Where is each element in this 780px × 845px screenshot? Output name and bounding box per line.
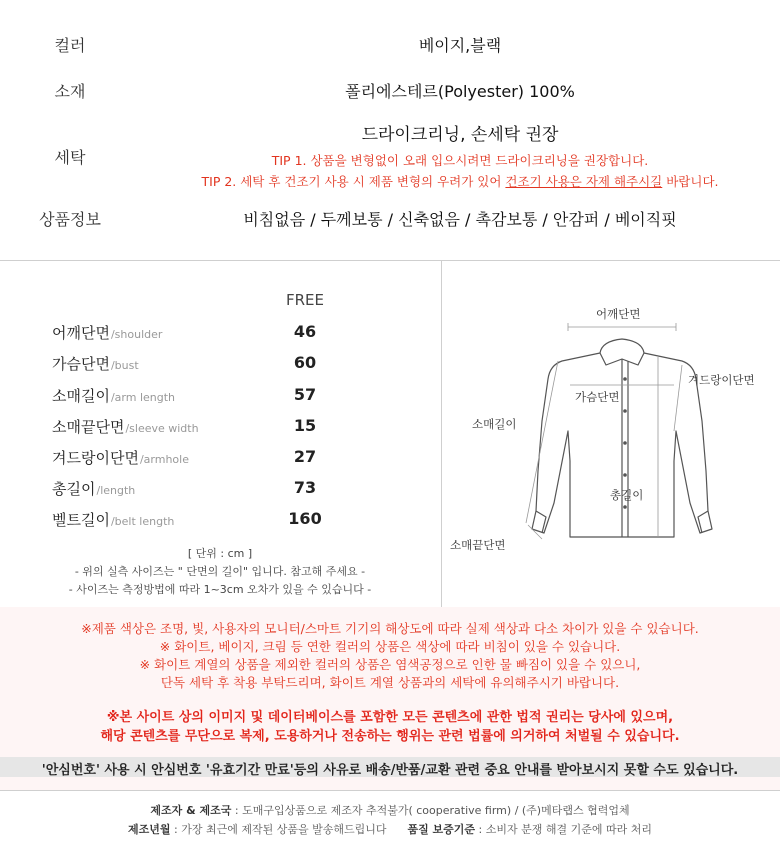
diagram-label-bust: 가슴단면 (575, 390, 620, 404)
info-value-details: 비침없음 / 두께보통 / 신축없음 / 촉감보통 / 안감퍼 / 베이직핏 (243, 210, 677, 229)
footer-divider (0, 790, 780, 791)
size-label-en: /shoulder (110, 328, 163, 341)
size-label-en: /belt length (110, 515, 175, 528)
size-value: 57 (293, 385, 317, 404)
size-label (52, 416, 199, 437)
size-row (0, 478, 440, 502)
diagram-label-armhole: 겨드랑이단면 (688, 373, 755, 387)
size-value: 27 (293, 447, 317, 466)
size-label (52, 353, 139, 374)
size-label-en: /length (96, 484, 136, 497)
footer-date-value: : 가장 최근에 제작된 상품을 발송해드립니다 (174, 823, 387, 836)
size-header-free: FREE (285, 291, 324, 309)
size-row (0, 447, 440, 471)
size-label-ko: 소매길이 (52, 387, 110, 405)
footer-maker-label: 제조자 & 제조국 (150, 804, 232, 817)
size-label (52, 478, 135, 499)
safe-number-notice: '안심번호' 사용 시 안심번호 '유효기간 만료'등의 사유로 배송/반품/교환 관련 중요 안내를 받아보시지 못할 수도 있습니다. (41, 763, 739, 778)
footer-date-quality (0, 821, 780, 837)
size-row (0, 385, 440, 409)
warning-line: 단독 세탁 후 착용 부탁드리며, 화이트 계열 상품과의 세탁에 유의해주시기 바랍니다. (160, 675, 620, 690)
size-row (0, 322, 440, 346)
legal-notice-line: 해당 콘텐츠를 무단으로 복제, 도용하거나 전송하는 행위는 관련 법률에 의거하여 처벌될 수 있습니다. (100, 729, 680, 744)
info-value-color: 베이지,블랙 (418, 36, 502, 55)
size-value: 15 (293, 416, 317, 435)
size-value: 46 (293, 322, 317, 341)
size-label (52, 385, 175, 406)
size-label-ko: 벨트길이 (52, 511, 110, 529)
wash-tip-2-underlined: 건조기 사용은 자제 해주시길 (505, 174, 663, 189)
size-label (52, 447, 189, 468)
legal-notice-line: ※본 사이트 상의 이미지 및 데이터베이스를 포함한 모든 콘텐츠에 관한 법적 권리는 당사에 있으며, (106, 710, 674, 725)
size-label (52, 509, 174, 530)
wash-tip-2-prefix: TIP 2. 세탁 후 건조기 사용 시 제품 변형의 우려가 있어 (201, 174, 506, 189)
size-value: 60 (293, 353, 317, 372)
info-label-wash: 세탁 (54, 148, 86, 167)
size-label-ko: 총길이 (52, 480, 96, 498)
footer-quality-label: 품질 보증기준 (407, 823, 476, 836)
footer-maker (0, 802, 780, 818)
info-label-color: 컬러 (54, 36, 86, 55)
size-value: 160 (288, 509, 322, 528)
wash-tip-1: TIP 1. 상품을 변형없이 오래 입으시려면 드라이크리닝을 권장합니다. (271, 153, 649, 168)
size-label-en: /arm length (110, 391, 176, 404)
size-label-ko: 가슴단면 (52, 355, 110, 373)
footer-quality-value: : 소비자 분쟁 해결 기준에 따라 처리 (478, 823, 652, 836)
size-note-1: - 위의 실측 사이즈는 " 단면의 길이" 입니다. 참고해 주세요 - (74, 565, 366, 578)
size-row (0, 509, 440, 533)
diagram-label-shoulder: 어깨단면 (596, 307, 641, 321)
diagram-label-length: 총길이 (610, 488, 644, 502)
info-value-material: 폴리에스테르(Polyester) 100% (345, 82, 575, 101)
size-value: 73 (293, 478, 317, 497)
info-label-material: 소재 (54, 82, 86, 101)
shirt-diagram (442, 261, 780, 607)
size-label-ko: 겨드랑이단면 (52, 449, 139, 467)
footer-date-label: 제조년월 (127, 823, 171, 836)
size-label-en: /sleeve width (125, 422, 199, 435)
warning-line: ※ 화이트, 베이지, 크림 등 연한 컬러의 상품은 색상에 따라 비침이 있을 수 있습니다. (159, 639, 621, 654)
size-label-en: /armhole (139, 453, 189, 466)
size-label-en: /bust (110, 359, 139, 372)
size-row (0, 416, 440, 440)
size-row (0, 353, 440, 377)
warning-line: ※ 화이트 계열의 상품을 제외한 컬러의 상품은 염색공정으로 인한 물 빠짐이 있을 수 있으니, (139, 657, 641, 672)
size-label (52, 322, 162, 343)
diagram-label-cuff: 소매끝단면 (450, 538, 506, 552)
wash-tip-2 (140, 172, 780, 190)
size-label-ko: 어깨단면 (52, 324, 110, 342)
info-label-details: 상품정보 (39, 210, 101, 229)
info-value-wash: 드라이크리닝, 손세탁 권장 (361, 125, 559, 145)
size-note-2: - 사이즈는 측정방법에 따라 1~3cm 오차가 있을 수 있습니다 - (68, 583, 372, 596)
size-label-ko: 소매끝단면 (52, 418, 125, 436)
wash-tip-2-suffix: 바랍니다. (662, 174, 719, 189)
warning-line: ※제품 색상은 조명, 빛, 사용자의 모니터/스마트 기기의 해상도에 따라 실제 색상과 다소 차이가 있을 수 있습니다. (81, 621, 699, 636)
size-unit-note: [ 단위 : cm ] (187, 547, 253, 560)
footer-maker-value: : 도매구입상품으로 제조자 추적불가( cooperative firm) / (주)메타랩스 협력업체 (234, 804, 630, 817)
diagram-label-sleeve: 소매길이 (472, 417, 517, 431)
